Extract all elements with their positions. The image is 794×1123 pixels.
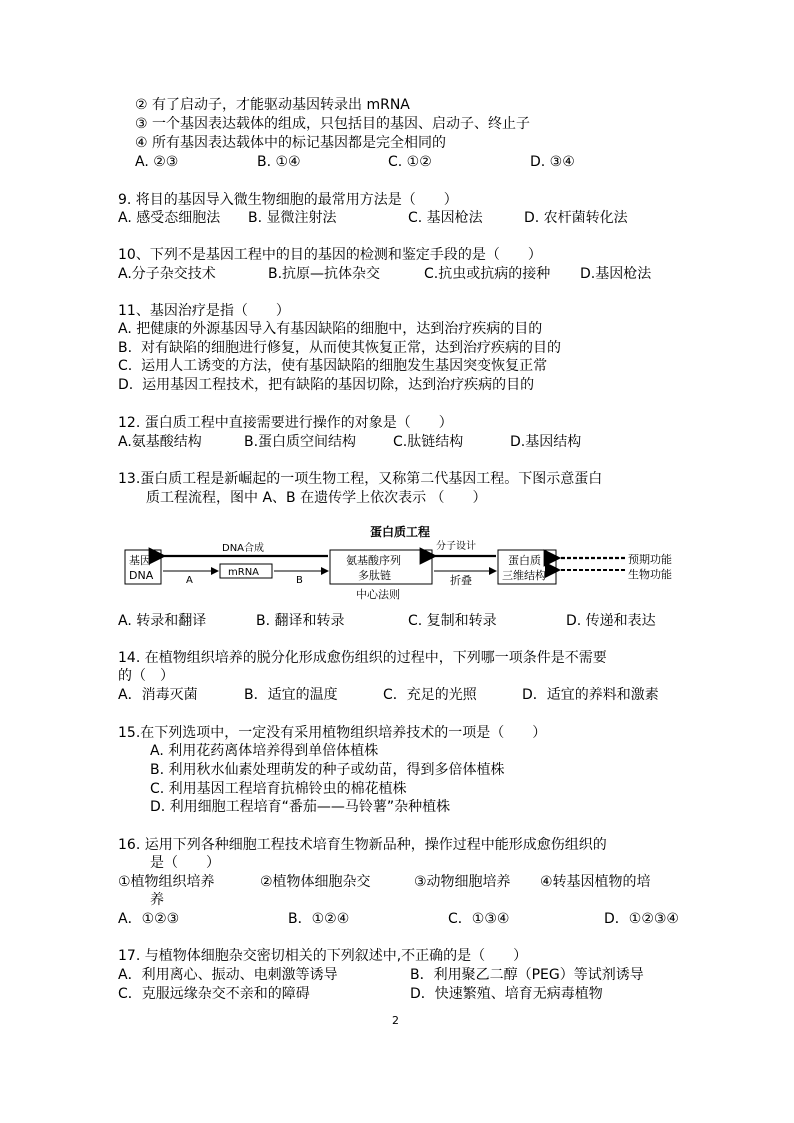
q13-option-b: B. 翻译和转录: [256, 613, 345, 629]
q16-option-d: D．①②③④: [604, 911, 679, 927]
q12-option-c: C.肽链结构: [393, 434, 464, 450]
q10-option-c: C.抗虫或抗病的接种: [424, 266, 551, 282]
q9-stem: 9. 将目的基因导入微生物细胞的最常用方法是（ ）: [118, 192, 458, 208]
q16-option-b: B．①②④: [288, 911, 350, 927]
amino-acid-label-1: 氨基酸序列: [346, 554, 401, 567]
q9-option-d: D. 农杆菌转化法: [524, 210, 628, 226]
q8-option-a: A. ②③: [135, 154, 179, 170]
folding-label: 折叠: [450, 574, 472, 587]
q15-stem: 15.在下列选项中，一定没有采用植物组织培养技术的一项是（ ）: [118, 725, 547, 741]
expected-function-label-1: 预期功能: [628, 553, 672, 566]
q8-option-b: B. ①④: [257, 154, 301, 170]
q17-stem: 17. 与植物体细胞杂交密切相关的下列叙述中,不正确的是（ ）: [118, 948, 528, 964]
gene-dna-label-1: 基因: [129, 554, 151, 567]
q8-option-d: D. ③④: [530, 154, 575, 170]
q11-option-b: B. 对有缺陷的细胞进行修复，从而使其恢复正常，达到治疗疾病的目的: [118, 340, 561, 356]
protein-structure-label-2: 三维结构: [502, 569, 546, 582]
q11-option-a: A. 把健康的外源基因导入有基因缺陷的细胞中，达到治疗疾病的目的: [118, 321, 543, 337]
q16-item-4: ④转基因植物的培: [540, 874, 651, 890]
q12-stem: 12. 蛋白质工程中直接需要进行操作的对象是（ ）: [118, 415, 453, 431]
q8-statement-2: ② 有了启动子，才能驱动基因转录出 mRNA: [135, 97, 410, 113]
q12-option-b: B.蛋白质空间结构: [244, 434, 357, 450]
q10-stem: 10、下列不是基因工程中的目的基因的检测和鉴定手段的是（ ）: [118, 247, 542, 263]
q15-option-a: A. 利用花药离体培养得到单倍体植株: [150, 743, 379, 759]
q13-option-c: C. 复制和转录: [408, 613, 497, 629]
q8-statement-3: ③ 一个基因表达载体的组成，只包括目的基因、启动子、终止子: [135, 116, 530, 132]
protein-structure-label-1: 蛋白质: [508, 554, 541, 567]
mrna-label: mRNA: [228, 567, 260, 578]
q8-statement-4: ④ 所有基因表达载体中的标记基因都是完全相同的: [135, 135, 446, 151]
q11-option-c: C. 运用人工诱变的方法，使有基因缺陷的细胞发生基因突变恢复正常: [118, 358, 548, 374]
q11-stem: 11、基因治疗是指（ ）: [118, 303, 290, 319]
q16-item-4-continuation: 养: [150, 892, 164, 908]
q8-option-c: C. ①②: [388, 154, 432, 170]
q9-option-b: B. 显微注射法: [248, 210, 337, 226]
q11-option-d: D. 运用基因工程技术，把有缺陷的基因切除，达到治疗疾病的目的: [118, 377, 535, 393]
q17-option-b: B．利用聚乙二醇（PEG）等试剂诱导: [410, 967, 644, 983]
q9-option-a: A. 感受态细胞法: [118, 210, 221, 226]
q15-option-d: D. 利用细胞工程培育“番茄——马铃薯”杂种植株: [150, 799, 451, 815]
label-a: A: [186, 575, 193, 586]
q16-item-3: ③动物细胞培养: [414, 874, 511, 890]
q14-stem-line2: 的（ ）: [118, 668, 174, 684]
q14-option-d: D．适宜的养料和激素: [522, 687, 659, 703]
q13-stem-line1: 13.蛋白质工程是新崛起的一项生物工程，又称第二代基因工程。下图示意蛋白: [118, 471, 603, 487]
q16-item-2: ②植物体细胞杂交: [260, 874, 371, 890]
q16-item-1: ①植物组织培养: [118, 874, 215, 890]
q14-stem-line1: 14. 在植物组织培养的脱分化形成愈伤组织的过程中，下列哪一项条件是不需要: [118, 650, 607, 666]
q14-option-a: A．消毒灭菌: [118, 687, 198, 703]
q16-stem-line2: 是（ ）: [150, 855, 220, 871]
q10-option-b: B.抗原—抗体杂交: [268, 266, 381, 282]
q10-option-a: A.分子杂交技术: [118, 266, 216, 282]
q17-option-c: C．克服远缘杂交不亲和的障碍: [118, 986, 310, 1002]
q15-option-c: C. 利用基因工程培育抗棉铃虫的棉花植株: [150, 781, 407, 797]
q16-stem-line1: 16. 运用下列各种细胞工程技术培育生物新品种，操作过程中能形成愈伤组织的: [118, 837, 607, 853]
q12-option-a: A.氨基酸结构: [118, 434, 202, 450]
protein-engineering-diagram: [120, 520, 690, 600]
page-number: 2: [392, 1014, 399, 1027]
q10-option-d: D.基因枪法: [580, 266, 652, 282]
label-b: B: [296, 575, 303, 586]
q17-option-a: A．利用离心、振动、电刺激等诱导: [118, 967, 338, 983]
molecular-design-label: 分子设计: [436, 541, 476, 552]
dna-synthesis-label: DNA合成: [222, 543, 265, 554]
q16-option-a: A．①②③: [118, 911, 180, 927]
q12-option-d: D.基因结构: [510, 434, 582, 450]
q13-option-a: A. 转录和翻译: [118, 613, 207, 629]
expected-function-label-2: 生物功能: [628, 568, 672, 581]
amino-acid-label-2: 多肽链: [358, 569, 391, 582]
q14-option-b: B．适宜的温度: [244, 687, 338, 703]
q15-option-b: B. 利用秋水仙素处理萌发的种子或幼苗，得到多倍体植株: [150, 762, 505, 778]
central-dogma-label: 中心法则: [356, 588, 400, 600]
q17-option-d: D．快速繁殖、培育无病毒植物: [410, 986, 603, 1002]
q13-stem-line2: 质工程流程，图中 A、B 在遗传学上依次表示 （ ）: [146, 490, 487, 506]
q16-option-c: C．①③④: [448, 911, 510, 927]
q9-option-c: C. 基因枪法: [408, 210, 483, 226]
diagram-title: 蛋白质工程: [370, 525, 431, 539]
gene-dna-label-2: DNA: [129, 569, 154, 582]
q13-option-d: D. 传递和表达: [566, 613, 656, 629]
q14-option-c: C．充足的光照: [383, 687, 477, 703]
